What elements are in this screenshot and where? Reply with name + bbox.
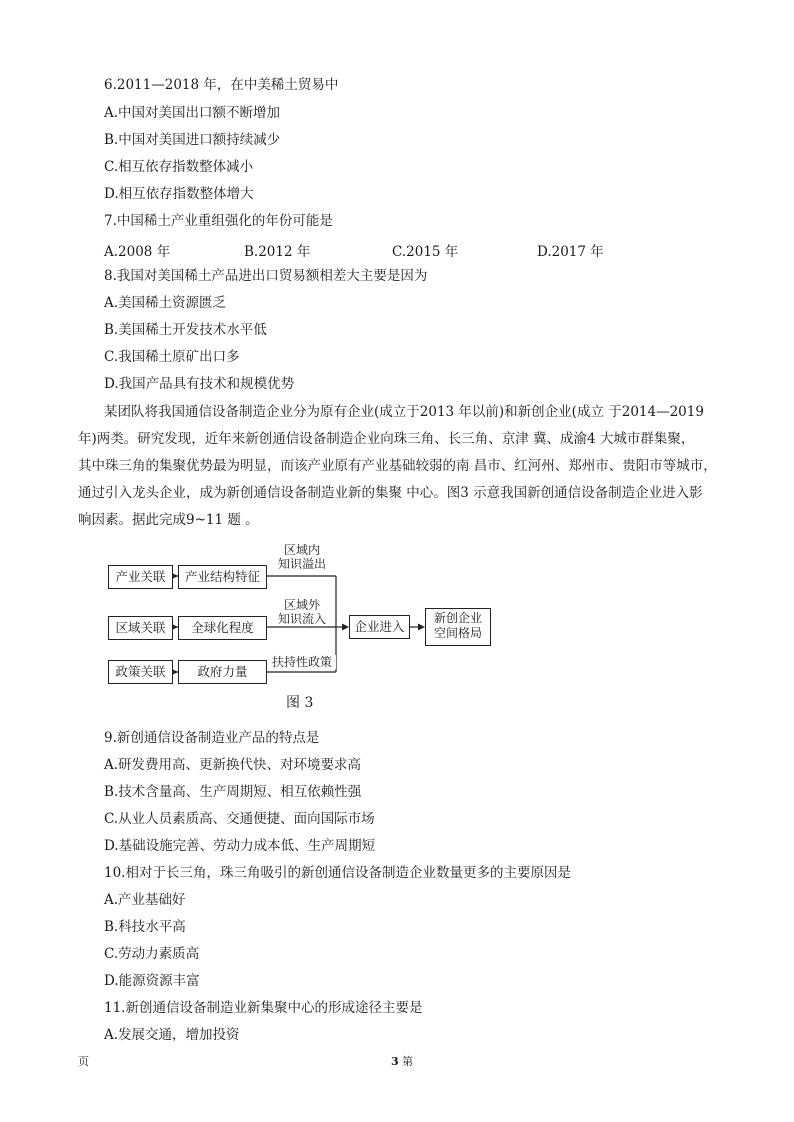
- policy-link-box: 政策关联: [108, 660, 173, 684]
- q7-option-a: A.2008 年: [104, 244, 171, 260]
- q6-option-b: B.中国对美国进口额持续减少: [104, 132, 281, 148]
- q11-stem: 11.新创通信设备制造业新集聚中心的形成途径主要是: [104, 1000, 423, 1016]
- q6-option-c: C.相互依存指数整体减小: [104, 159, 254, 175]
- page-suffix: 第: [402, 1055, 414, 1068]
- q9-option-c: C.从业人员素质高、交通便捷、面向国际市场: [104, 811, 375, 827]
- knowledge-spillover-label: 知识溢出: [272, 557, 332, 571]
- q7-option-d: D.2017 年: [537, 244, 604, 260]
- q9-option-b: B.技术含量高、生产周期短、相互依赖性强: [104, 784, 362, 800]
- region-link-box: 区域关联: [108, 616, 173, 640]
- q7-option-b: B.2012 年: [244, 244, 311, 260]
- q10-option-a: A.产业基础好: [104, 892, 186, 908]
- q6-stem: 6.2011—2018 年，在中美稀土贸易中: [104, 77, 339, 93]
- figure-caption: 图 3: [286, 695, 314, 711]
- passage-line: 其中珠三角的集聚优势最为明显，而该产业原有产业基础较弱的南 昌市、红河州、郑州市、贵阳市等城市，: [78, 458, 717, 474]
- q7-option-c: C.2015 年: [392, 244, 459, 260]
- industry-link-box: 产业关联: [108, 565, 173, 589]
- industry-structure-box: 产业结构特征: [178, 565, 267, 589]
- q9-option-d: D.基础设施完善、劳动力成本低、生产周期短: [104, 838, 376, 854]
- passage-line: 某团队将我国通信设备制造企业分为原有企业(成立于2013 年以前)和新创企业(成立 于2014—2019: [104, 404, 704, 420]
- q6-option-a: A.中国对美国出口额不断增加: [104, 105, 281, 121]
- q10-option-d: D.能源资源丰富: [104, 973, 200, 989]
- footer-left: 页: [78, 1055, 89, 1068]
- q10-option-c: C.劳动力素质高: [104, 946, 200, 962]
- support-policy-label: 扶持性政策: [268, 655, 336, 669]
- result-box-line: 空间格局: [433, 626, 482, 640]
- q6-option-d: D.相互依存指数整体增大: [104, 186, 254, 202]
- extra-region-label: 区域外: [272, 598, 332, 612]
- intra-region-label: 区域内: [272, 543, 332, 557]
- q7-stem: 7.中国稀土产业重组强化的年份可能是: [104, 213, 333, 229]
- q9-option-a: A.研发费用高、更新换代快、对环境要求高: [104, 757, 362, 773]
- q9-stem: 9.新创通信设备制造业产品的特点是: [104, 730, 320, 746]
- government-power-box: 政府力量: [178, 660, 267, 684]
- q8-option-a: A.美国稀土资源匮乏: [104, 295, 227, 311]
- knowledge-inflow-label: 知识流入: [272, 612, 332, 626]
- passage-line: 通过引入龙头企业，成为新创通信设备制造业新的集聚 中心。图3 示意我国新创通信设备制造企业进入影: [78, 485, 703, 501]
- footer-page-number: [391, 1053, 413, 1069]
- page-number: 3: [391, 1055, 399, 1068]
- q8-option-c: C.我国稀土原矿出口多: [104, 349, 240, 365]
- q8-option-d: D.我国产品具有技术和规模优势: [104, 376, 295, 392]
- q11-option-a: A.发展交通，增加投资: [104, 1027, 240, 1043]
- firm-entry-box: 企业进入: [349, 615, 410, 639]
- globalization-box: 全球化程度: [178, 616, 267, 640]
- q10-stem: 10.相对于长三角，珠三角吸引的新创通信设备制造企业数量更多的主要原因是: [104, 865, 571, 881]
- q8-option-b: B.美国稀土开发技术水平低: [104, 322, 267, 338]
- passage-line: 响因素。据此完成9~11 题 。: [78, 512, 259, 528]
- result-box-line: 新创企业: [433, 611, 482, 625]
- passage-line: 年)两类。研究发现，近年来新创通信设备制造企业向珠三角、长三角、京津 冀、成渝4 大城市群集聚，: [78, 431, 695, 447]
- q8-stem: 8.我国对美国稀土产品进出口贸易额相差大主要是因为: [104, 268, 428, 284]
- q10-option-b: B.科技水平高: [104, 919, 186, 935]
- new-firm-pattern-box: [425, 608, 491, 646]
